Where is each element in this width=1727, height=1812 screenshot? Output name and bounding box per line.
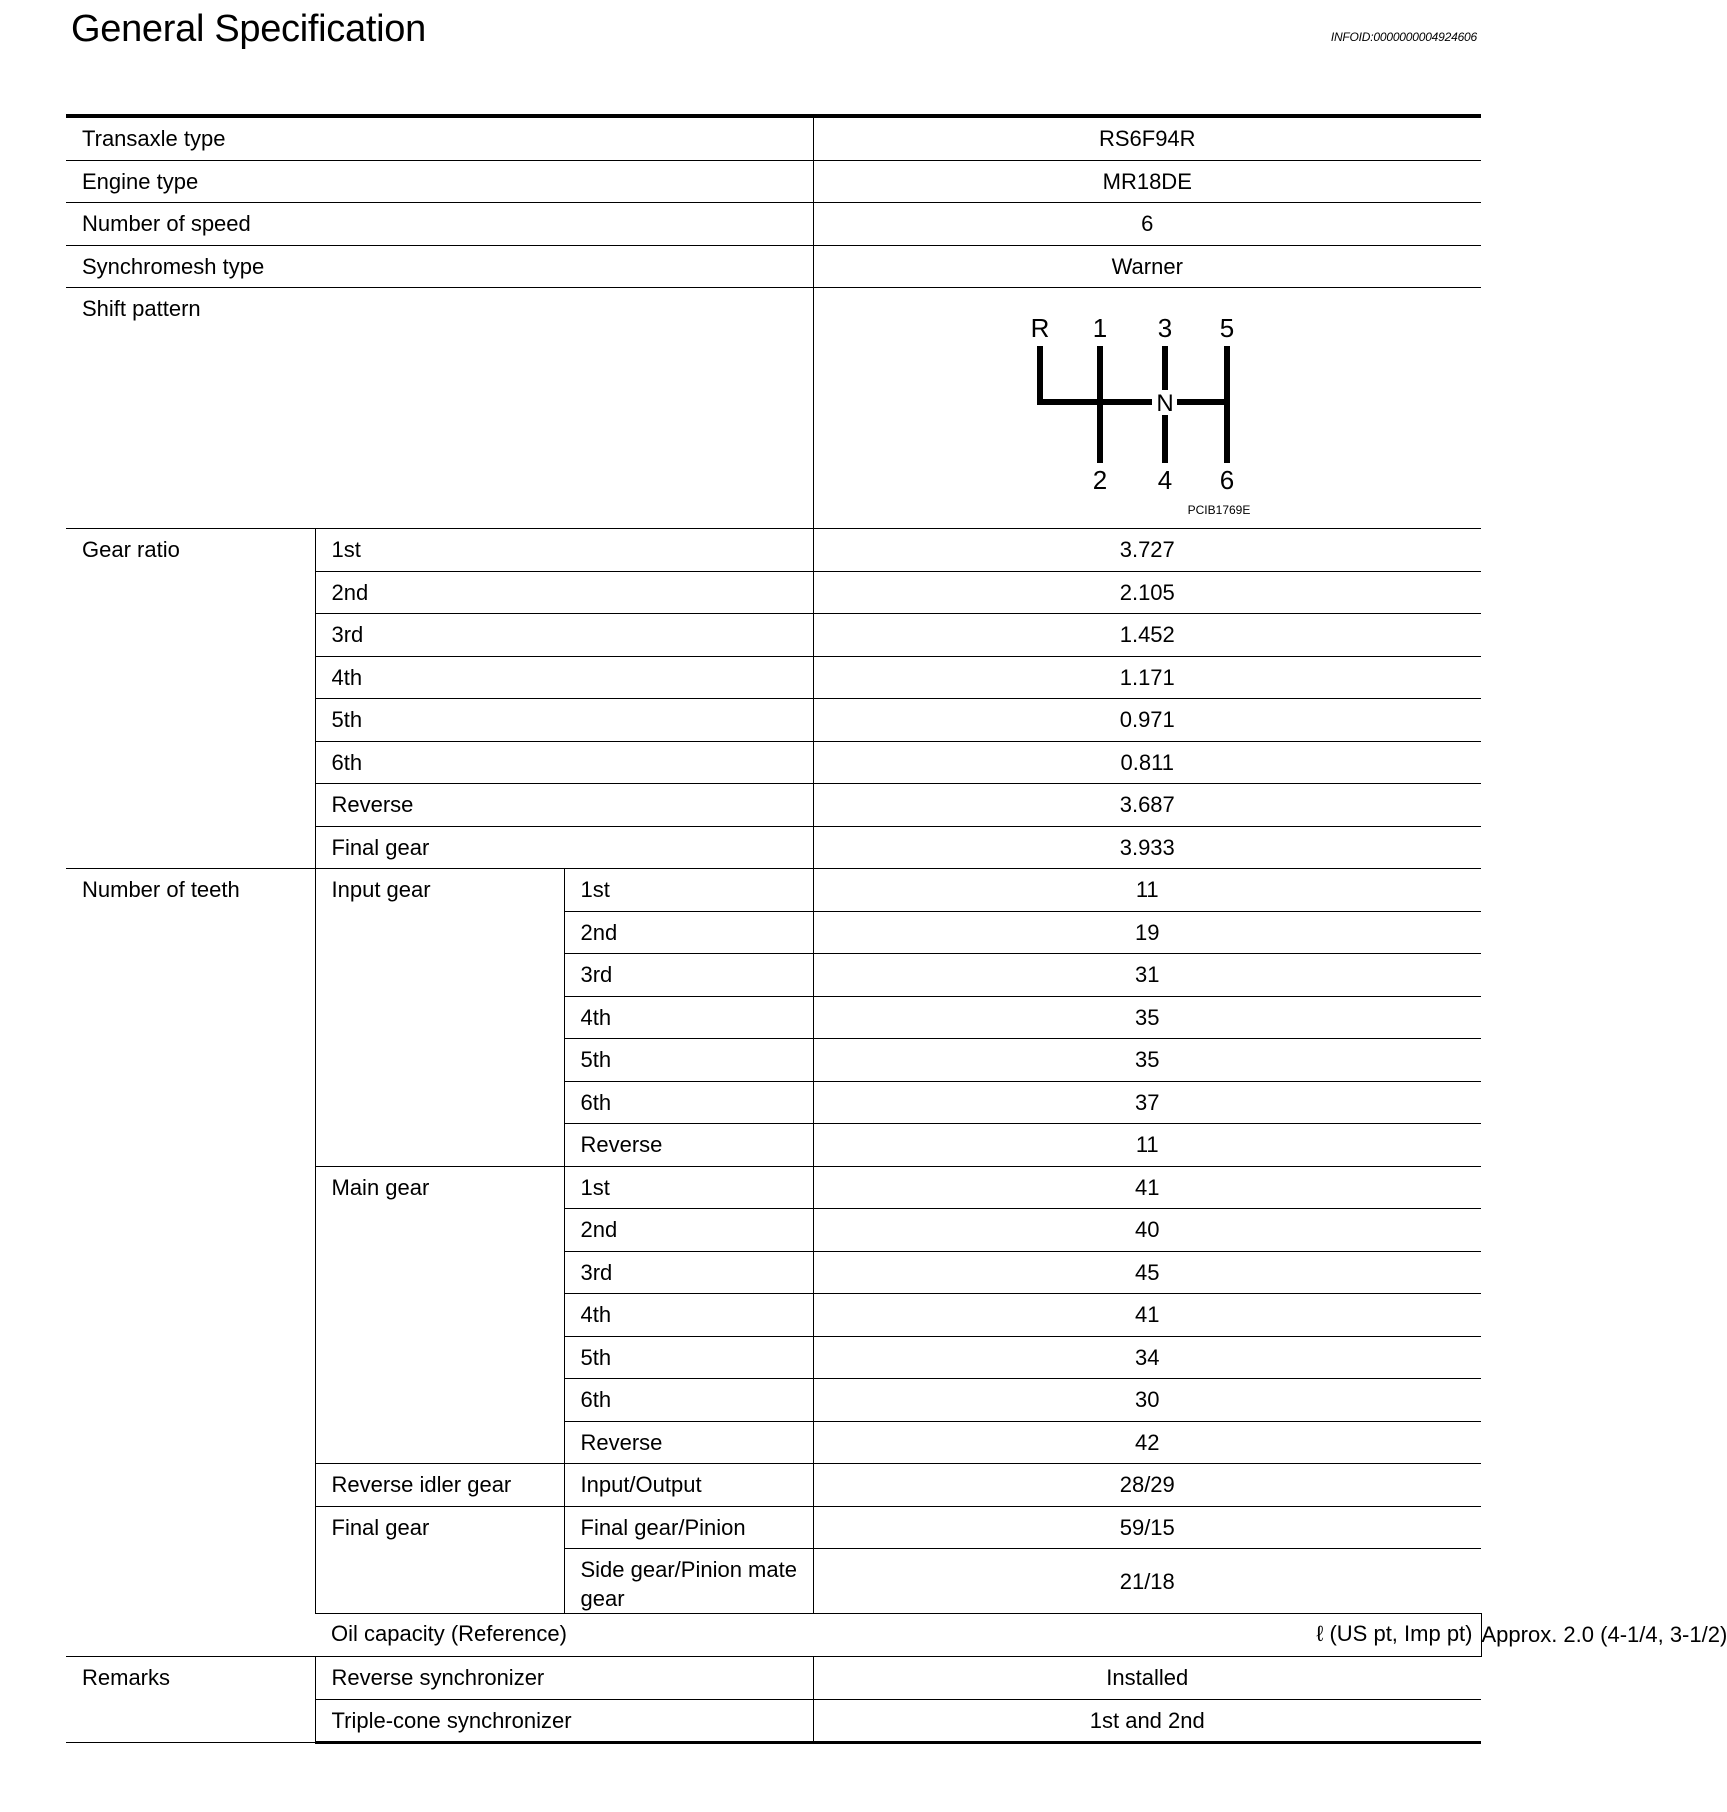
label-main-gear: Main gear (315, 1166, 564, 1464)
page-title: General Specification (71, 8, 426, 50)
teeth-value: 45 (813, 1251, 1481, 1294)
teeth-value: 41 (813, 1294, 1481, 1337)
table-row (66, 245, 1481, 288)
gear-label-r: R (1030, 313, 1050, 343)
gear-ratio-gear: 5th (315, 699, 813, 742)
oil-capacity-unit: ℓ (US pt, Imp pt) (1316, 1621, 1473, 1646)
teeth-gear: 3rd (564, 954, 813, 997)
teeth-value: 21/18 (813, 1549, 1481, 1614)
teeth-gear: 5th (564, 1039, 813, 1082)
teeth-gear: Final gear/Pinion (564, 1506, 813, 1549)
teeth-value: 35 (813, 996, 1481, 1039)
table-row (66, 160, 1481, 203)
spec-table (66, 114, 1727, 1744)
gear-ratio-gear: Reverse (315, 784, 813, 827)
label-engine-type: Engine type (66, 160, 813, 203)
label-number-of-speed: Number of speed (66, 203, 813, 246)
info-id: INFOID:0000000004924606 (1330, 30, 1477, 44)
teeth-value: 34 (813, 1336, 1481, 1379)
gear-ratio-value: 1.452 (813, 614, 1481, 657)
teeth-gear: 2nd (564, 1209, 813, 1252)
teeth-value: 42 (813, 1421, 1481, 1464)
remarks-value: Installed (813, 1657, 1481, 1700)
teeth-gear: 4th (564, 1294, 813, 1337)
value-number-of-speed: 6 (813, 203, 1481, 246)
shift-pattern-diagram (997, 288, 1297, 528)
gear-label-2: 2 (1093, 465, 1108, 495)
label-final-gear: Final gear (315, 1506, 564, 1614)
teeth-gear: Reverse (564, 1421, 813, 1464)
label-number-of-teeth: Number of teeth (66, 869, 315, 1657)
remarks-item: Triple-cone synchronizer (315, 1699, 813, 1743)
teeth-value: 28/29 (813, 1464, 1481, 1507)
teeth-gear: 1st (564, 869, 813, 912)
teeth-value: 11 (813, 1124, 1481, 1167)
gear-ratio-value: 3.687 (813, 784, 1481, 827)
oil-capacity-label-cell (315, 1614, 1481, 1657)
table-row: Oil capacity (Reference) ℓ (US pt, Imp pt) Approx. 2.0 (4-1/4, 3-1/2) (66, 1614, 1481, 1657)
gear-label-neutral: N (1156, 390, 1174, 417)
teeth-gear: Input/Output (564, 1464, 813, 1507)
table-row (66, 529, 1481, 572)
remarks-item: Reverse synchronizer (315, 1657, 813, 1700)
teeth-value: 31 (813, 954, 1481, 997)
label-oil-capacity: Oil capacity (Reference) (331, 1621, 567, 1646)
gear-ratio-value: 0.971 (813, 699, 1481, 742)
gear-ratio-gear: Final gear (315, 826, 813, 869)
label-gear-ratio: Gear ratio (66, 529, 315, 869)
teeth-value: 11 (813, 869, 1481, 912)
gear-ratio-gear: 1st (315, 529, 813, 572)
teeth-gear: Reverse (564, 1124, 813, 1167)
gear-ratio-value: 1.171 (813, 656, 1481, 699)
shift-pattern-cell (813, 288, 1481, 529)
gear-label-4: 4 (1158, 465, 1173, 495)
gear-ratio-value: 3.933 (813, 826, 1481, 869)
teeth-value: 19 (813, 911, 1481, 954)
teeth-gear: 5th (564, 1336, 813, 1379)
teeth-gear: 2nd (564, 911, 813, 954)
teeth-gear: 6th (564, 1379, 813, 1422)
label-synchromesh-type: Synchromesh type (66, 245, 813, 288)
gear-label-3: 3 (1158, 313, 1173, 343)
gear-ratio-gear: 2nd (315, 571, 813, 614)
teeth-value: 30 (813, 1379, 1481, 1422)
label-reverse-idler-gear: Reverse idler gear (315, 1464, 564, 1507)
remarks-value: 1st and 2nd (813, 1699, 1481, 1743)
label-transaxle-type: Transaxle type (66, 116, 813, 160)
gear-ratio-gear: 3rd (315, 614, 813, 657)
gear-ratio-value: 2.105 (813, 571, 1481, 614)
figure-code: PCIB1769E (1187, 503, 1251, 517)
table-row (66, 116, 1481, 160)
teeth-value: 59/15 (813, 1506, 1481, 1549)
teeth-value: 40 (813, 1209, 1481, 1252)
teeth-gear: Side gear/Pinion mate gear (564, 1549, 813, 1614)
table-row (66, 288, 1481, 529)
label-input-gear: Input gear (315, 869, 564, 1167)
value-synchromesh-type: Warner (813, 245, 1481, 288)
gear-ratio-value: 3.727 (813, 529, 1481, 572)
teeth-value: 37 (813, 1081, 1481, 1124)
gear-label-6: 6 (1220, 465, 1235, 495)
teeth-gear: 1st (564, 1166, 813, 1209)
teeth-gear: 3rd (564, 1251, 813, 1294)
gear-ratio-gear: 4th (315, 656, 813, 699)
teeth-gear: 6th (564, 1081, 813, 1124)
value-engine-type: MR18DE (813, 160, 1481, 203)
teeth-value: 35 (813, 1039, 1481, 1082)
gear-label-1: 1 (1093, 313, 1108, 343)
value-transaxle-type: RS6F94R (813, 116, 1481, 160)
teeth-value: 41 (813, 1166, 1481, 1209)
table-row (66, 869, 1481, 912)
label-shift-pattern: Shift pattern (66, 288, 813, 529)
table-row (66, 203, 1481, 246)
table-row (66, 1657, 1481, 1700)
gear-label-5: 5 (1220, 313, 1235, 343)
teeth-gear: 4th (564, 996, 813, 1039)
gear-ratio-gear: 6th (315, 741, 813, 784)
gear-ratio-value: 0.811 (813, 741, 1481, 784)
label-remarks: Remarks (66, 1657, 315, 1743)
